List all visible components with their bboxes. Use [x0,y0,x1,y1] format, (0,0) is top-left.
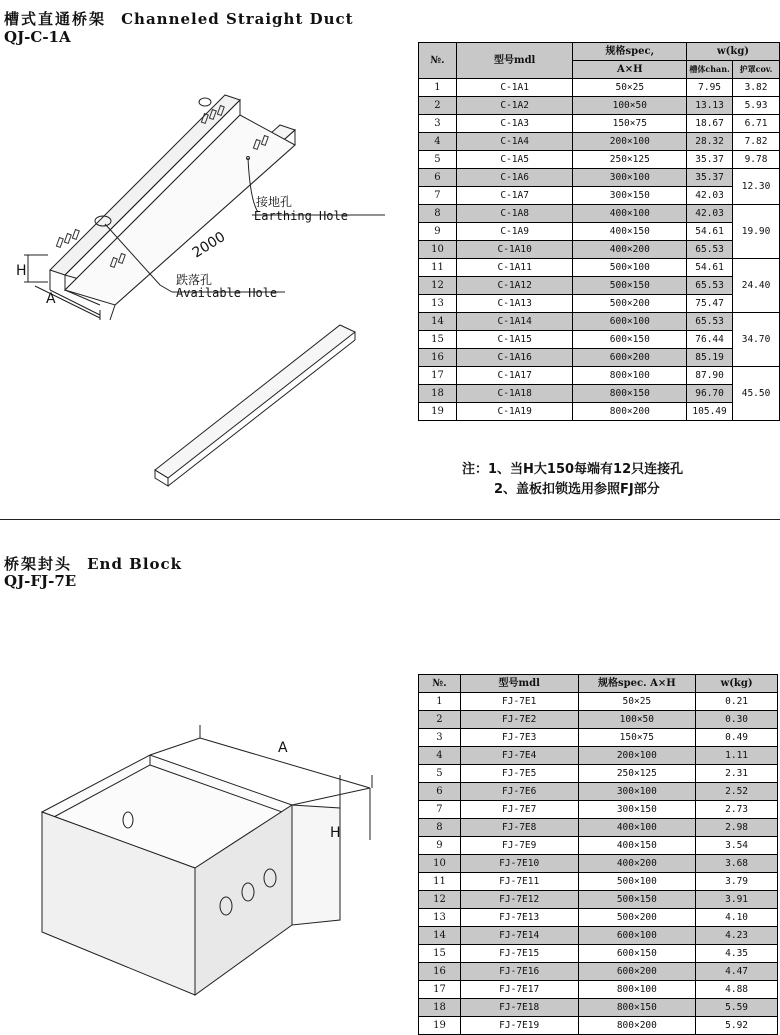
cell-cov: 5.93 [733,97,780,115]
cell-cov: 7.82 [733,133,780,151]
cell-weight: 1.11 [696,747,778,765]
cell-mdl: C-1A17 [456,367,573,385]
cell-spec: 400×150 [578,837,696,855]
cell-no: 11 [419,259,457,277]
cell-spec: 800×150 [573,385,687,403]
cell-mdl: C-1A19 [456,403,573,421]
cell-spec: 600×150 [578,945,696,963]
cell-mdl: FJ-7E14 [460,927,578,945]
cell-chan: 75.47 [687,295,733,313]
cell-spec: 800×100 [578,981,696,999]
cell-spec: 500×200 [573,295,687,313]
cell-chan: 54.61 [687,259,733,277]
cell-chan: 42.03 [687,205,733,223]
table-row [419,945,778,963]
dim-h-label: H [16,263,27,279]
cell-no: 9 [419,837,461,855]
table-row [419,97,780,115]
cell-spec: 600×150 [573,331,687,349]
cell-no: 16 [419,349,457,367]
cell-no: 14 [419,927,461,945]
straight-duct-table [418,42,780,421]
table-row [419,981,778,999]
cell-cov: 3.82 [733,79,780,97]
cell-weight: 4.47 [696,963,778,981]
cell-no: 18 [419,999,461,1017]
cell-spec: 400×150 [573,223,687,241]
cell-no: 18 [419,385,457,403]
cell-no: 7 [419,187,457,205]
cell-mdl: C-1A16 [456,349,573,367]
cell-mdl: C-1A8 [456,205,573,223]
cell-mdl: C-1A14 [456,313,573,331]
cell-no: 2 [419,711,461,729]
cell-mdl: C-1A4 [456,133,573,151]
table-row [419,729,778,747]
section1-title [4,8,354,29]
cell-spec: 100×50 [573,97,687,115]
straight-duct-table-body [419,79,780,421]
cell-mdl: FJ-7E8 [460,819,578,837]
table-row [419,385,780,403]
table-row [419,79,780,97]
cell-spec: 800×200 [573,403,687,421]
cell-chan: 87.90 [687,367,733,385]
end-dim-a-label: A [278,740,288,756]
note-line-2: 2、盖板扣锁选用参照FJ部分 [494,482,660,497]
end-block-drawing [0,720,410,1020]
cell-chan: 7.95 [687,79,733,97]
cell-chan: 54.61 [687,223,733,241]
cell-mdl: FJ-7E12 [460,891,578,909]
cell-mdl: C-1A6 [456,169,573,187]
dim-a-label: A [46,291,56,307]
cell-no: 10 [419,855,461,873]
table-row [419,837,778,855]
cell-spec: 200×100 [578,747,696,765]
cell-spec: 150×75 [573,115,687,133]
cell-no: 4 [419,133,457,151]
section1-code: QJ-C-1A [4,28,71,46]
cell-no: 3 [419,729,461,747]
cell-no: 6 [419,169,457,187]
end-block-table-body [419,693,778,1035]
cell-no: 2 [419,97,457,115]
cell-cov: 45.50 [733,367,780,421]
cell-chan: 85.19 [687,349,733,367]
table-row [419,711,778,729]
cell-spec: 600×200 [578,963,696,981]
cell-no: 15 [419,331,457,349]
section1-title-en: Channeled Straight Duct [121,10,354,28]
cell-no: 12 [419,891,461,909]
cell-mdl: C-1A1 [456,79,573,97]
cell-cov: 6.71 [733,115,780,133]
cell-mdl: FJ-7E10 [460,855,578,873]
table-row [419,693,778,711]
section2-title-en: End Block [87,555,183,573]
table-row [419,151,780,169]
cell-cov: 24.40 [733,259,780,313]
cell-no: 15 [419,945,461,963]
cell-chan: 42.03 [687,187,733,205]
section2-title-cn: 桥架封头 [4,555,73,573]
table-row [419,909,778,927]
cell-no: 19 [419,1017,461,1035]
cell-weight: 4.10 [696,909,778,927]
cell-spec: 400×100 [578,819,696,837]
cell-weight: 3.91 [696,891,778,909]
cell-spec: 250×125 [573,151,687,169]
cell-weight: 4.35 [696,945,778,963]
length-label: 2000 [189,228,229,262]
table-row [419,277,780,295]
cell-no: 3 [419,115,457,133]
cell-no: 17 [419,981,461,999]
col-header-no: №. [419,43,457,79]
section2-title [4,553,182,574]
cell-spec: 600×200 [573,349,687,367]
cell-mdl: FJ-7E9 [460,837,578,855]
cell-mdl: FJ-7E15 [460,945,578,963]
cell-mdl: C-1A12 [456,277,573,295]
cell-chan: 18.67 [687,115,733,133]
cell-spec: 200×100 [573,133,687,151]
cell-no: 17 [419,367,457,385]
cell-spec: 600×100 [573,313,687,331]
cell-mdl: FJ-7E16 [460,963,578,981]
cell-mdl: FJ-7E19 [460,1017,578,1035]
cell-spec: 50×25 [573,79,687,97]
table-row [419,133,780,151]
cell-no: 10 [419,241,457,259]
cell-no: 16 [419,963,461,981]
col-header-weight: w(kg) [687,43,780,61]
table-row [419,765,778,783]
table-row [419,313,780,331]
cell-weight: 5.92 [696,1017,778,1035]
cell-spec: 800×200 [578,1017,696,1035]
cell-spec: 300×150 [573,187,687,205]
cell-chan: 35.37 [687,151,733,169]
cell-no: 4 [419,747,461,765]
earthing-hole-label-en: Earthing Hole [254,209,348,223]
cell-weight: 2.52 [696,783,778,801]
cell-chan: 35.37 [687,169,733,187]
cell-weight: 2.98 [696,819,778,837]
table-row [419,963,778,981]
col-header-mdl: 型号mdl [456,43,573,79]
cell-no: 19 [419,403,457,421]
earthing-hole-label-cn: 接地孔 [256,195,293,209]
cell-weight: 3.79 [696,873,778,891]
table-row [419,349,780,367]
end-col-header-no: №. [419,675,461,693]
cell-spec: 500×100 [573,259,687,277]
note-block [462,460,683,500]
cell-mdl: FJ-7E7 [460,801,578,819]
cell-mdl: C-1A11 [456,259,573,277]
cell-no: 1 [419,79,457,97]
table-row [419,927,778,945]
cell-no: 13 [419,909,461,927]
table-row [419,115,780,133]
cell-mdl: FJ-7E3 [460,729,578,747]
cell-spec: 800×150 [578,999,696,1017]
cell-spec: 500×100 [578,873,696,891]
straight-duct-drawing [0,60,410,490]
cell-cov: 19.90 [733,205,780,259]
table-row [419,223,780,241]
end-col-header-weight: w(kg) [696,675,778,693]
cell-spec: 500×200 [578,909,696,927]
cell-mdl: C-1A10 [456,241,573,259]
cell-weight: 0.30 [696,711,778,729]
end-block-table [418,674,778,1035]
cell-spec: 400×100 [573,205,687,223]
cell-mdl: FJ-7E18 [460,999,578,1017]
cell-no: 9 [419,223,457,241]
cell-no: 7 [419,801,461,819]
cell-spec: 250×125 [578,765,696,783]
cell-mdl: FJ-7E17 [460,981,578,999]
table-row [419,403,780,421]
table-row [419,241,780,259]
cell-mdl: C-1A15 [456,331,573,349]
table-row [419,999,778,1017]
table-row [419,169,780,187]
section-divider [0,519,780,520]
cell-spec: 50×25 [578,693,696,711]
note-line-1: 注：1、当H大150每端有12只连接孔 [462,462,684,477]
table-row [419,855,778,873]
cell-chan: 96.70 [687,385,733,403]
cell-mdl: C-1A13 [456,295,573,313]
cell-chan: 13.13 [687,97,733,115]
cell-spec: 600×100 [578,927,696,945]
cell-chan: 65.53 [687,277,733,295]
cell-spec: 150×75 [578,729,696,747]
cell-spec: 100×50 [578,711,696,729]
cell-no: 8 [419,819,461,837]
available-hole-label-en: Available Hole [176,286,278,300]
cell-mdl: C-1A5 [456,151,573,169]
cell-cov: 12.30 [733,169,780,205]
cell-spec: 300×150 [578,801,696,819]
cell-spec: 400×200 [578,855,696,873]
cell-chan: 28.32 [687,133,733,151]
cell-mdl: C-1A18 [456,385,573,403]
end-dim-h-label: H [330,825,341,841]
cell-weight: 3.54 [696,837,778,855]
table-row [419,295,780,313]
cell-no: 11 [419,873,461,891]
table-row [419,259,780,277]
table-row [419,891,778,909]
cell-spec: 500×150 [578,891,696,909]
cell-chan: 65.53 [687,241,733,259]
cell-weight: 4.23 [696,927,778,945]
end-col-header-spec: 规格spec. A×H [578,675,696,693]
cell-chan: 105.49 [687,403,733,421]
cell-no: 13 [419,295,457,313]
cell-weight: 2.73 [696,801,778,819]
cell-mdl: FJ-7E13 [460,909,578,927]
table-row [419,367,780,385]
cell-spec: 400×200 [573,241,687,259]
table-row [419,873,778,891]
cell-weight: 0.21 [696,693,778,711]
cell-spec: 300×100 [578,783,696,801]
cell-weight: 4.88 [696,981,778,999]
cell-spec: 500×150 [573,277,687,295]
cell-no: 1 [419,693,461,711]
col-header-spec-unit: A×H [573,61,687,79]
cell-no: 12 [419,277,457,295]
cell-no: 14 [419,313,457,331]
cell-no: 8 [419,205,457,223]
cell-mdl: FJ-7E1 [460,693,578,711]
cell-no: 5 [419,151,457,169]
cell-cov: 34.70 [733,313,780,367]
table-row [419,819,778,837]
end-col-header-mdl: 型号mdl [460,675,578,693]
cell-weight: 3.68 [696,855,778,873]
cell-weight: 2.31 [696,765,778,783]
table-row [419,331,780,349]
cell-mdl: FJ-7E4 [460,747,578,765]
available-hole-label-cn: 跌落孔 [176,273,213,287]
cell-no: 5 [419,765,461,783]
col-header-chan: 槽体chan. [687,61,733,79]
table-row [419,801,778,819]
cell-chan: 76.44 [687,331,733,349]
cell-mdl: C-1A9 [456,223,573,241]
cell-weight: 5.59 [696,999,778,1017]
cell-mdl: FJ-7E11 [460,873,578,891]
col-header-cov: 护罩cov. [733,61,780,79]
cell-cov: 9.78 [733,151,780,169]
cell-mdl: C-1A3 [456,115,573,133]
table-row [419,783,778,801]
section1-title-cn: 槽式直通桥架 [4,10,107,28]
cell-spec: 300×100 [573,169,687,187]
cell-no: 6 [419,783,461,801]
cell-mdl: C-1A2 [456,97,573,115]
col-header-spec: 规格spec, [573,43,687,61]
cell-chan: 65.53 [687,313,733,331]
cell-weight: 0.49 [696,729,778,747]
cell-spec: 800×100 [573,367,687,385]
cell-mdl: FJ-7E6 [460,783,578,801]
cell-mdl: FJ-7E5 [460,765,578,783]
table-row [419,187,780,205]
table-row [419,205,780,223]
table-row [419,747,778,765]
cell-mdl: C-1A7 [456,187,573,205]
section2-code: QJ-FJ-7E [4,572,77,590]
cell-mdl: FJ-7E2 [460,711,578,729]
